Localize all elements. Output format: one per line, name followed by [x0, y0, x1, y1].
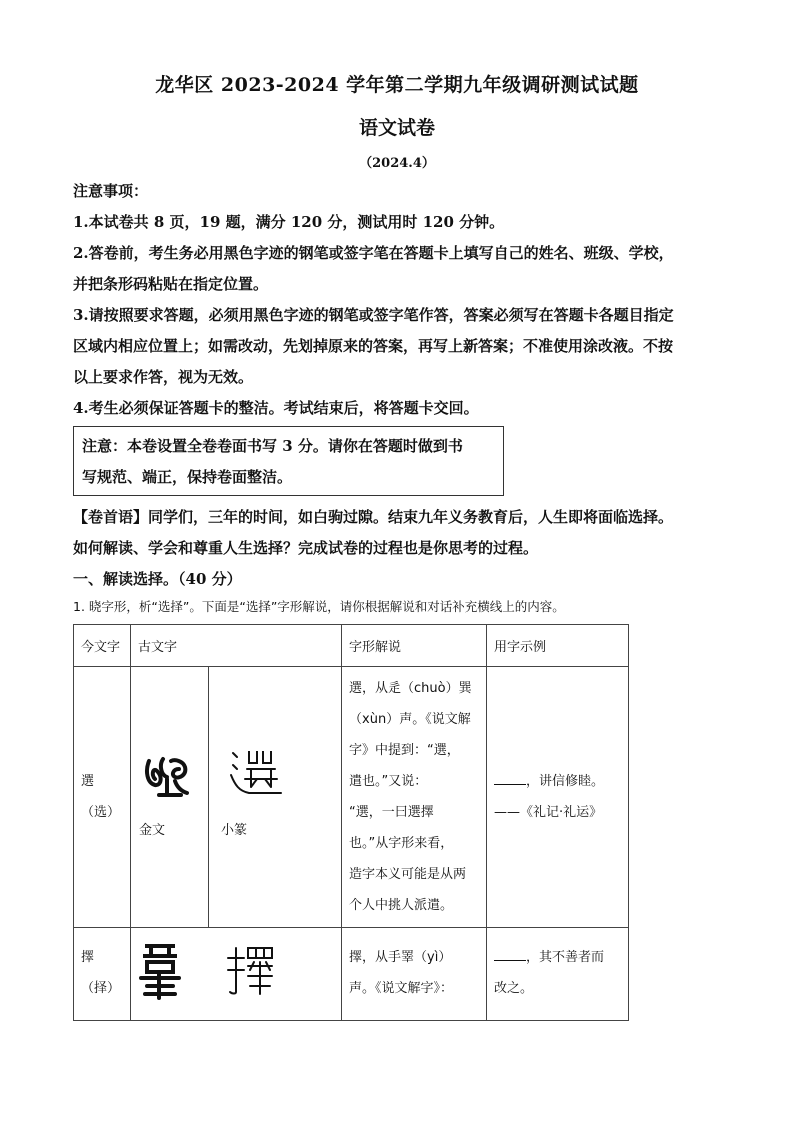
question-1-prompt: 1. 晓字形，析“选择”。下面是“选择”字形解说，请你根据解说和对话补充横线上的内容。	[73, 599, 565, 614]
intro-line-2: 如何解读、学会和尊重人生选择？完成试卷的过程也是你思考的过程。	[73, 539, 539, 557]
example-cell-ze	[487, 927, 629, 1020]
simplified-char-ze: （择）	[81, 980, 121, 996]
header-explanation: 字形解说	[342, 625, 487, 667]
notes-item-4: 4.考生必须保证答题卡的整洁。考试结束后，将答题卡交回。	[73, 399, 479, 417]
simplified-char-xuan: （选）	[81, 804, 121, 820]
explanation-line: （xùn）声。《说文解	[349, 711, 471, 727]
notice-line-1: 注意：本卷设置全卷卷面书写 3 分。请你在答题时做到书	[82, 437, 463, 455]
header-example: 用字示例	[487, 625, 629, 667]
xiaozhuan-ze-glyph	[226, 944, 276, 996]
jinwen-ze-glyph	[137, 942, 183, 1000]
notes-item-2-line-2: 并把条形码粘贴在指定位置。	[73, 275, 269, 293]
notes-item-3-line-1: 3.请按照要求答题，必须用黑色字迹的钢笔或签字笔作答，答案必须写在答题卡各题目指定	[73, 306, 674, 324]
explanation-cell-xuan	[342, 667, 487, 927]
notes-heading: 注意事项：	[73, 182, 149, 200]
explanation-line: 也。”从字形来看，	[349, 835, 454, 851]
xiaozhuan-cell	[209, 667, 342, 927]
explanation-line: 个人中挑人派遣。	[349, 897, 454, 913]
example-text-xuan: ，讲信修睦。	[526, 773, 605, 789]
notice-line-2: 写规范、端正，保持卷面整洁。	[82, 468, 293, 486]
section-1-heading: 一、解读选择。（40 分）	[73, 570, 242, 588]
notes-item-2-line-1: 2.答卷前，考生务必用黑色字迹的钢笔或签字笔在答题卡上填写自己的姓名、班级、学校，	[73, 244, 674, 262]
explanation-cell-ze	[342, 927, 487, 1020]
notes-item-3-line-2: 区域内相应位置上；如需改动，先划掉原来的答案，再写上新答案；不准使用涂改液。不按	[73, 337, 674, 355]
example-line-ze	[494, 942, 621, 973]
example-source-xuan: ——《礼记·礼运》	[494, 804, 603, 820]
exam-title: 龙华区 2023-2024 学年第二学期九年级调研测试试题	[155, 74, 639, 96]
xiaozhuan-label: 小篆	[221, 823, 248, 839]
exam-date: （2024.4）	[359, 156, 435, 171]
notes-item-1: 1.本试卷共 8 页，19 题，满分 120 分，测试用时 120 分钟。	[73, 213, 505, 231]
example-text-ze-line-2: 改之。	[494, 980, 534, 996]
answer-blank-xuan[interactable]	[494, 772, 526, 785]
modern-char-ze: 擇	[81, 949, 95, 965]
jinwen-cell	[131, 667, 209, 927]
jinwen-xuan-glyph	[141, 749, 197, 805]
char-analysis-table	[73, 624, 629, 1021]
jinwen-label: 金文	[139, 823, 166, 839]
example-cell-xuan	[487, 667, 629, 927]
explanation-line: 声。《说文解字》：	[349, 980, 454, 996]
exam-subtitle: 语文试卷	[358, 117, 435, 139]
notice-box	[73, 426, 504, 496]
answer-blank-ze[interactable]	[494, 948, 526, 961]
header-ancient-char: 古文字	[131, 625, 342, 667]
table-header-row	[74, 625, 629, 667]
table-row-ze	[74, 927, 629, 1020]
ze-ancient-glyph-cell	[131, 927, 342, 1020]
explanation-line: 選，从辵（chuò）巽	[349, 680, 472, 696]
example-line-xuan	[494, 766, 621, 797]
modern-char-cell-ze	[74, 927, 131, 1020]
explanation-line: 字》中提到：“選，	[349, 742, 460, 758]
modern-char-xuan: 選	[81, 773, 95, 789]
explanation-line: “選，一曰選擇	[349, 804, 434, 820]
xiaozhuan-xuan-glyph	[227, 745, 287, 801]
example-text-ze: ，其不善者而	[526, 949, 605, 965]
header-modern-char: 今文字	[74, 625, 131, 667]
notes-item-3-line-3: 以上要求作答，视为无效。	[73, 368, 254, 386]
intro-line-1: 【卷首语】同学们，三年的时间，如白驹过隙。结束九年义务教育后，人生即将面临选择。	[73, 508, 674, 526]
explanation-line: 擇，从手睪（yì）	[349, 949, 452, 965]
table-row-xuan	[74, 667, 629, 927]
explanation-line: 遣也。”又说：	[349, 773, 428, 789]
explanation-line: 造字本义可能是从两	[349, 866, 467, 882]
modern-char-cell-xuan	[74, 667, 131, 927]
